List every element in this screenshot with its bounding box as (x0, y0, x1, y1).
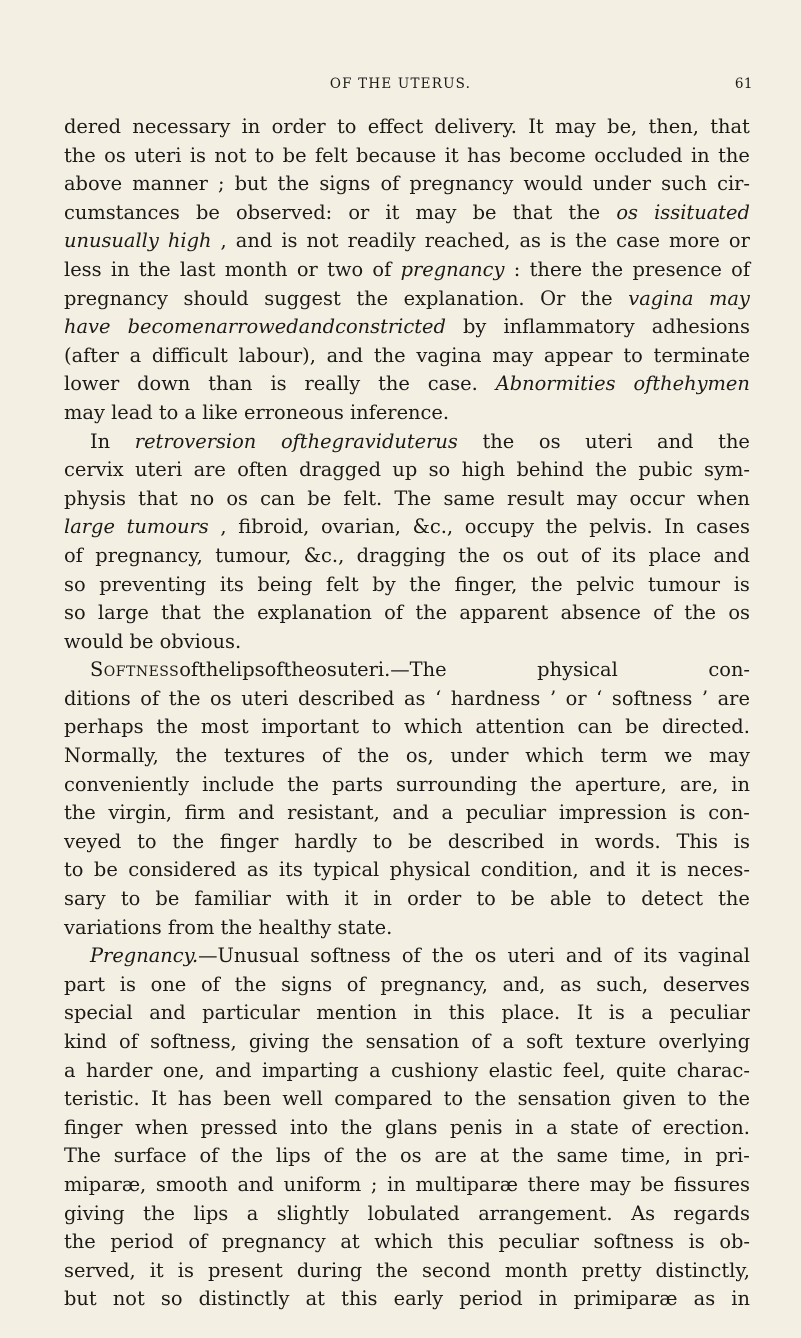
text-line: giving the lips a slightly lobulated arrangement. As regards (64, 1201, 750, 1225)
text-line: miparæ, smooth and uniform ; in multiparæ there may be fissures (64, 1172, 750, 1196)
text-line: (after a difficult labour), and the vagina may appear to terminate (64, 343, 750, 367)
text-line: a harder one, and imparting a cushiony elastic feel, quite charac- (64, 1058, 750, 1082)
text-line: pregnancy should suggest the explanation. Or the vagina may (64, 286, 750, 310)
text-line: lower down than is really the case. Abnormities ofthehymen (64, 372, 750, 396)
text-line: the os uteri is not to be felt because it has become occluded in the (64, 143, 750, 167)
text-line: may lead to a like erroneous inference. (64, 400, 450, 424)
text-line: dered necessary in order to effect delivery. It may be, then, that (64, 115, 750, 138)
text-line: Pregnancy.—Unusual softness of the os uteri and of its vaginal (90, 944, 750, 968)
text-line: so large that the explanation of the apparent absence of the os (64, 601, 750, 625)
page-header (0, 72, 801, 98)
text-line: would be obvious. (64, 629, 242, 653)
body-text (64, 113, 750, 1314)
text-line: above manner ; but the signs of pregnancy would under such cir- (64, 172, 750, 196)
text-line: have becomenarrowedandconstricted by inflammatory adhesions (64, 315, 750, 339)
text-line: Softnessofthelipsoftheosuteri.—The physical con- (90, 658, 750, 682)
text-line: teristic. It has been well compared to the sensation given to the (64, 1087, 750, 1111)
text-line: served, it is present during the second month pretty distinctly, (64, 1258, 750, 1282)
running-head: OF THE UTERUS. (329, 76, 472, 92)
text-line: perhaps the most important to which attention can be directed. (64, 715, 750, 739)
text-line: special and particular mention in this place. It is a peculiar (64, 1001, 750, 1025)
text-line: In retroversion ofthegraviduterus the os uteri and the (90, 429, 750, 453)
text-line: unusually high , and is not readily reached, as is the case more or (64, 229, 750, 253)
text-line: veyed to the finger hardly to be described in words. This is (64, 829, 750, 853)
text-line: large tumours , fibroid, ovarian, &c., occupy the pelvis. In cases (64, 515, 750, 539)
text-line: but not so distinctly at this early period in primiparæ as in (64, 1287, 750, 1311)
text-line: The surface of the lips of the os are at the same time, in pri- (64, 1144, 750, 1168)
text-line: Normally, the textures of the os, under which term we may (64, 744, 750, 768)
text-line: physis that no os can be felt. The same result may occur when (64, 486, 750, 510)
text-line: so preventing its being felt by the finger, the pelvic tumour is (64, 572, 750, 596)
text-line: ditions of the os uteri described as ‘ hardness ’ or ‘ softness ’ are (64, 686, 750, 710)
text-line: finger when pressed into the glans penis in a state of erection. (64, 1115, 750, 1139)
text-line: conveniently include the parts surrounding the aperture, are, in (64, 772, 750, 796)
text-line: variations from the healthy state. (64, 915, 393, 939)
text-line: cumstances be observed: or it may be that the os issituated (64, 200, 750, 224)
text-line: the period of pregnancy at which this peculiar softness is ob- (64, 1230, 750, 1254)
text-line: sary to be familiar with it in order to be able to detect the (64, 887, 750, 911)
text-line: less in the last month or two of pregnancy : there the presence of (64, 257, 750, 281)
page-number: 61 (734, 76, 753, 92)
text-line: to be considered as its typical physical condition, and it is neces- (64, 858, 750, 882)
text-line: part is one of the signs of pregnancy, and, as such, deserves (64, 972, 750, 996)
text-line: cervix uteri are often dragged up so high behind the pubic sym- (64, 458, 750, 482)
text-line: the virgin, firm and resistant, and a peculiar impression is con- (64, 801, 750, 825)
text-line: of pregnancy, tumour, &c., dragging the os out of its place and (64, 543, 750, 567)
text-line: kind of softness, giving the sensation of a soft texture overlying (64, 1030, 750, 1053)
